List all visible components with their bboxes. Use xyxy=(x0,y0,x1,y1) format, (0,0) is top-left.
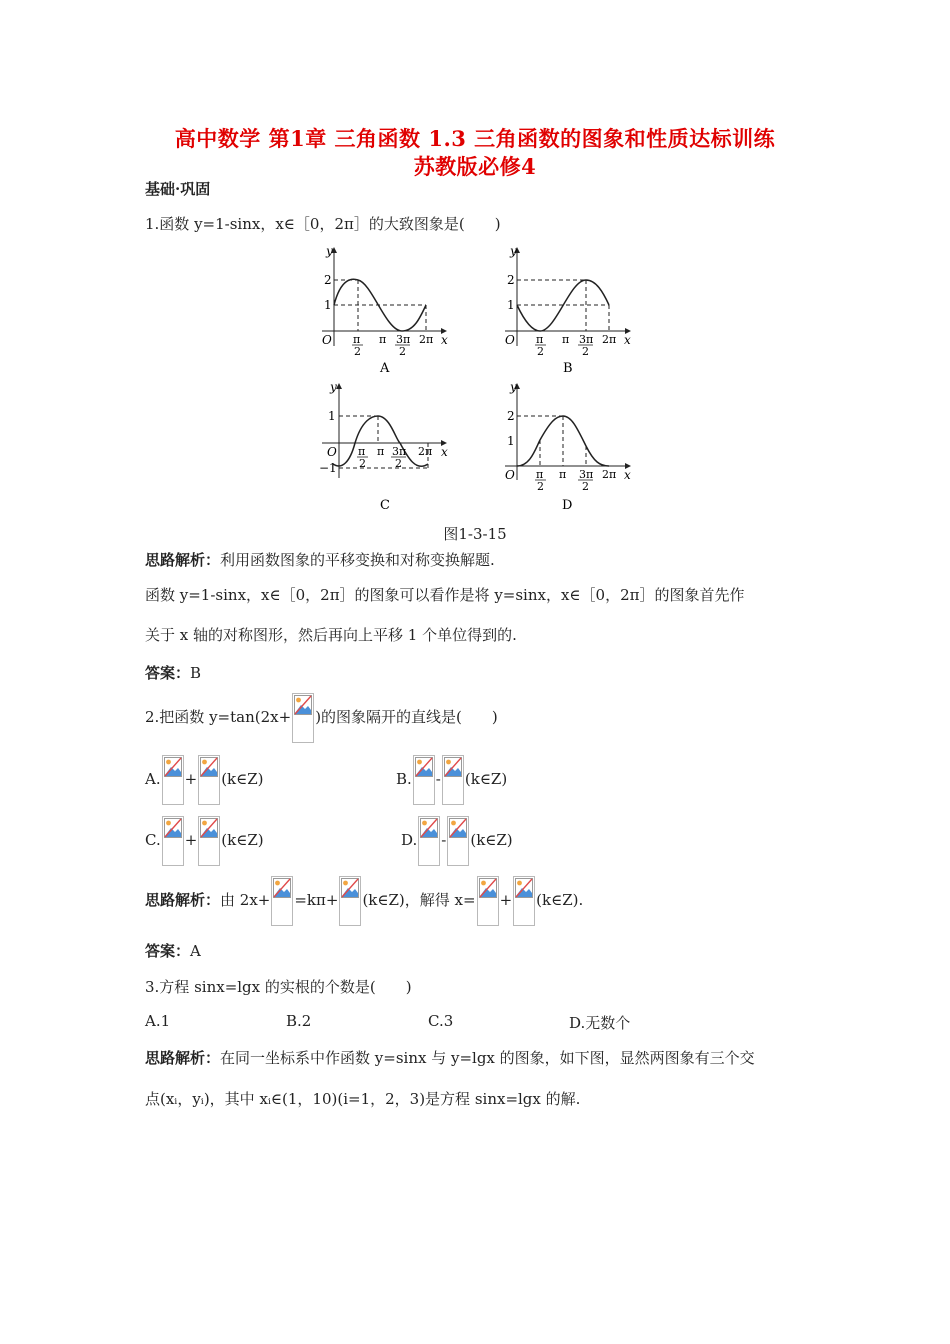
svg-text:π: π xyxy=(377,445,385,458)
q1-explain-line1: 函数 y=1-sinx，x∈［0，2π］的图象可以看作是将 y=sinx，x∈［0，2π］的图象首先作 xyxy=(145,586,745,604)
q2-stem-post: )的图象隔开的直线是( ) xyxy=(315,708,498,726)
broken-image-icon xyxy=(447,816,469,866)
broken-image-icon xyxy=(442,755,464,805)
svg-text:2π: 2π xyxy=(602,468,617,481)
svg-text:2: 2 xyxy=(582,480,589,493)
broken-image-icon xyxy=(198,816,220,866)
broken-image-icon xyxy=(418,816,440,866)
q3-option-c: C.3 xyxy=(428,1012,454,1030)
svg-text:2: 2 xyxy=(395,457,402,470)
q3-analysis: 思路解析：在同一坐标系中作函数 y=sinx 与 y=lgx 的图象，如下图，显然两图象有三个交 xyxy=(145,1049,755,1067)
svg-text:O: O xyxy=(327,445,337,459)
graph-a-ytick-2: 2 xyxy=(324,273,332,287)
graph-c xyxy=(319,380,448,513)
graph-d xyxy=(505,380,631,513)
svg-text:O: O xyxy=(505,333,515,347)
svg-text:π: π xyxy=(559,468,567,481)
broken-image-icon xyxy=(477,876,499,926)
figure-caption: 图1-3-15 xyxy=(443,525,507,543)
q3-stem: 3.方程 sinx=lgx 的实根的个数是( ) xyxy=(145,978,412,996)
q1-figure xyxy=(0,0,950,520)
svg-text:x: x xyxy=(624,468,631,482)
q3-option-b: B.2 xyxy=(286,1012,312,1030)
graph-a-label: A xyxy=(380,361,390,376)
q3-option-a: A.1 xyxy=(145,1012,171,1030)
svg-text:y: y xyxy=(510,244,517,258)
q1-analysis-label: 思路解析： xyxy=(145,551,221,569)
svg-text:π: π xyxy=(358,445,366,458)
svg-text:2π: 2π xyxy=(418,445,433,458)
q1-answer-label: 答案： xyxy=(145,664,191,682)
svg-text:π: π xyxy=(379,333,387,346)
graph-a-origin: O xyxy=(322,333,332,347)
q2-option-b: B. - (k∈Z) xyxy=(396,755,507,805)
q2-answer: 答案：A xyxy=(145,942,201,960)
q2-option-c: C. + (k∈Z) xyxy=(145,816,264,866)
q1-analysis xyxy=(145,549,495,570)
graph-b-ytick-1: 1 xyxy=(507,298,515,312)
q2-option-a: A. + (k∈Z) xyxy=(145,755,264,805)
broken-image-icon xyxy=(271,876,293,926)
svg-text:3π: 3π xyxy=(396,333,411,346)
graph-d-ytick-1: 1 xyxy=(507,434,515,448)
svg-text:2: 2 xyxy=(537,480,544,493)
q2-stem-pre: 2.把函数 y=tan(2x+ xyxy=(145,708,292,726)
svg-text:x: x xyxy=(441,445,448,459)
graph-a xyxy=(322,244,448,376)
graph-a-x-axis-label: x xyxy=(441,333,448,347)
svg-text:2: 2 xyxy=(537,345,544,358)
graph-b xyxy=(505,244,631,376)
q2-option-d: D. - (k∈Z) xyxy=(401,816,513,866)
svg-text:x: x xyxy=(624,333,631,347)
svg-text:2π: 2π xyxy=(602,333,617,346)
graph-a-y-axis-label: y xyxy=(326,244,333,258)
svg-text:π: π xyxy=(536,468,544,481)
graph-a-ytick-1: 1 xyxy=(324,298,332,312)
broken-image-icon xyxy=(292,693,314,743)
graph-c-ytick-neg1: −1 xyxy=(319,461,337,475)
broken-image-icon xyxy=(198,755,220,805)
broken-image-icon xyxy=(162,816,184,866)
document-title-line2: 苏教版必修4 xyxy=(413,154,537,179)
section-heading: 基础·巩固 xyxy=(145,180,211,198)
document-title-line1: 高中数学 第1章 三角函数 1.3 三角函数的图象和性质达标训练 xyxy=(174,126,776,151)
svg-text:3π: 3π xyxy=(392,445,407,458)
graph-b-ytick-2: 2 xyxy=(507,273,515,287)
q1-answer-value: B xyxy=(190,664,202,682)
svg-text:2π: 2π xyxy=(419,333,434,346)
q2-stem xyxy=(145,693,498,743)
svg-text:y: y xyxy=(330,380,337,394)
svg-text:3π: 3π xyxy=(579,333,594,346)
svg-text:2: 2 xyxy=(582,345,589,358)
broken-image-icon xyxy=(339,876,361,926)
graph-c-label: C xyxy=(380,498,390,513)
q1-explain-line2: 关于 x 轴的对称图形，然后再向上平移 1 个单位得到的. xyxy=(145,626,517,644)
svg-text:π: π xyxy=(562,333,570,346)
broken-image-icon xyxy=(162,755,184,805)
q2-analysis: 思路解析：由 2x+ =kπ+ (k∈Z)，解得 x= + (k∈Z). xyxy=(145,876,583,926)
q3-option-d: D.无数个 xyxy=(569,1014,631,1032)
svg-text:2: 2 xyxy=(399,345,406,358)
broken-image-icon xyxy=(513,876,535,926)
svg-text:π: π xyxy=(536,333,544,346)
q1-answer xyxy=(145,662,201,683)
svg-text:3π: 3π xyxy=(579,468,594,481)
q1-stem: 1.函数 y=1-sinx，x∈［0，2π］的大致图象是( ) xyxy=(145,215,501,233)
svg-text:y: y xyxy=(510,380,517,394)
q1-analysis-text: 利用函数图象的平移变换和对称变换解题. xyxy=(220,551,495,569)
q2-answer-value: A xyxy=(190,942,201,960)
svg-text:O: O xyxy=(505,468,515,482)
q3-analysis-line2: 点(xᵢ，yᵢ)，其中 xᵢ∈(1，10)(i=1，2，3)是方程 sinx=lgx 的解. xyxy=(145,1090,581,1108)
graph-d-ytick-2: 2 xyxy=(507,409,515,423)
svg-text:π: π xyxy=(353,333,361,346)
graph-d-label: D xyxy=(562,498,573,513)
graph-b-label: B xyxy=(563,361,573,376)
svg-text:2: 2 xyxy=(354,345,361,358)
svg-text:2: 2 xyxy=(359,457,366,470)
graph-c-ytick-1: 1 xyxy=(328,409,336,423)
broken-image-icon xyxy=(413,755,435,805)
